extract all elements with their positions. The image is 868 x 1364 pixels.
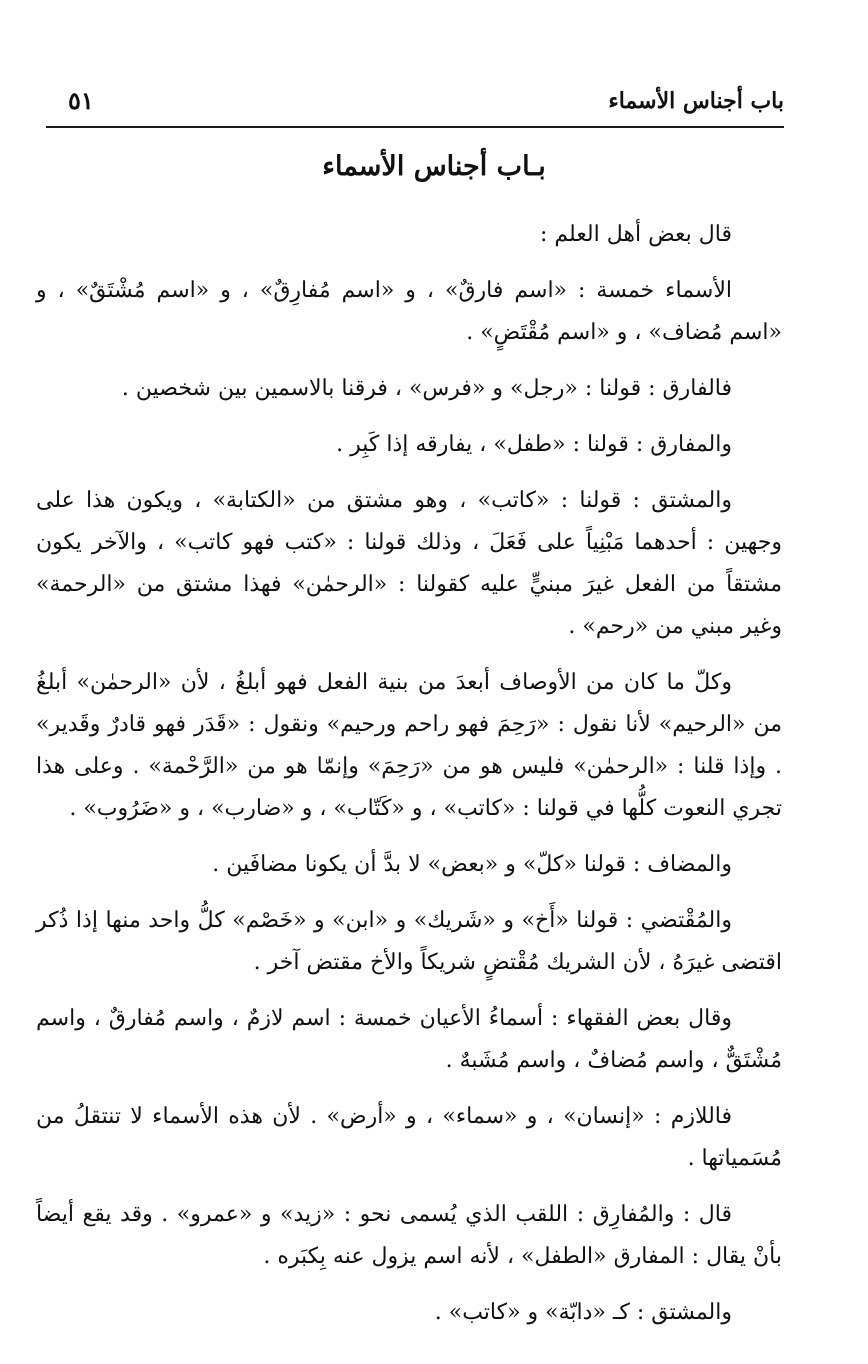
paragraph: والمشتق : قولنا : «كاتب» ، وهو مشتق من «الكتابة» ، ويكون هذا على وجهين : أحدهما مَبْنِياً على فَعَلَ ، وذلك قولنا : «كتب فهو كاتب» ، والآخر يكون مشتقاً من الفعل غيرَ مبنيٍّ عليه كقولنا : «الرحمٰن» فهذا مشتق من «الرحمة» وغير مبني من «رحم» . xyxy=(36,488,782,639)
running-title: باب أجناس الأسماء xyxy=(608,88,784,114)
body-text xyxy=(36,214,782,1334)
paragraph: والمفارق : قولنا : «طفل» ، يفارقه إذا كَبِر . xyxy=(336,432,732,457)
running-header xyxy=(46,82,784,128)
paragraph: قال بعض أهل العلم : xyxy=(539,222,732,247)
paragraph: والمشتق : كـ «دابّة» و «كاتب» . xyxy=(434,1300,732,1325)
paragraph: الأسماء خمسة : «اسم فارقٌ» ، و «اسم مُفارِقٌ» ، و «اسم مُشْتَقٌ» ، و «اسم مُضاف» ، و «اسم مُقْتَضٍ» . xyxy=(36,278,782,345)
paragraph: والمضاف : قولنا «كلّ» و «بعض» لا بدَّ أن يكونا مضافَين . xyxy=(212,852,732,877)
page-number: ٥١ xyxy=(68,86,94,115)
paragraph: قال : والمُفارِق : اللقب الذي يُسمى نحو : «زيد» و «عمرو» . وقد يقع أيضاً بأنْ يقال : المفارق «الطفل» ، لأنه اسم يزول عنه بِكبَره . xyxy=(36,1202,782,1269)
chapter-title: بـاب أجناس الأسماء xyxy=(322,151,546,182)
paragraph: وكلّ ما كان من الأوصاف أبعدَ من بنية الفعل فهو أبلغُ ، لأن «الرحمٰن» أبلغُ من «الرحيم» لأنا نقول : «رَحِمَ فهو راحم ورحيم» ونقول : «قَدَر فهو قادرٌ وقَدير» . وإذا قلنا : «الرحمٰن» فليس هو من «رَحِمَ» وإنمّا هو من «الرَّحْمة» . وعلى هذا تجري النعوت كلُّها في قولنا : «كاتب» ، و «كَتّاب» ، و «ضارب» ، و «ضَرُوب» . xyxy=(36,670,782,821)
paragraph: والمُقْتضي : قولنا «أَخ» و «شَريك» و «ابن» و «خَصْم» كلُّ واحد منها إذا ذُكر اقتضى غيرَهُ ، لأن الشريك مُقْتضٍ شريكاً والأخ مقتض آخر . xyxy=(36,908,782,975)
paragraph: وقال بعض الفقهاء : أسماءُ الأعيان خمسة : اسم لازمٌ ، واسم مُفارقٌ ، واسم مُشْتَقٌّ ، واسم مُضافٌ ، واسم مُشَبهٌ . xyxy=(36,1006,782,1073)
paragraph: فالفارق : قولنا : «رجل» و «فرس» ، فرقنا بالاسمين بين شخصين . xyxy=(121,376,732,401)
paragraph: فاللازم : «إنسان» ، و «سماء» ، و «أرض» . لأن هذه الأسماء لا تنتقلُ من مُسَمياتها . xyxy=(36,1104,782,1171)
